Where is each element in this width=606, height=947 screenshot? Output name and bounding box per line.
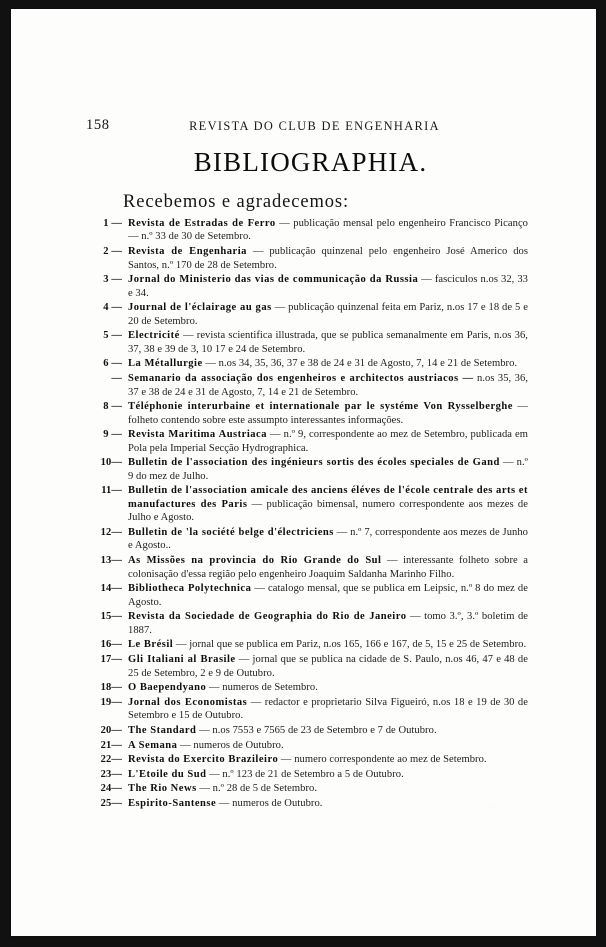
entry-body	[128, 429, 528, 453]
entry-description: — publicação mensal pelo engenheiro Francisco Picanço — n.º 33 de 30 de Setembro.	[128, 218, 528, 243]
bibliography-entry	[86, 456, 528, 483]
entry-title: Semanario da associação dos engenheiros e architectos austriacos —	[128, 373, 474, 385]
entry-number: 18—	[100, 682, 122, 694]
entry-body	[128, 457, 528, 481]
bibliography-entry	[86, 217, 528, 244]
entry-number: 4 —	[103, 302, 122, 314]
entry-body	[128, 246, 528, 270]
entry-number: 2 —	[103, 246, 122, 258]
entry-number: 6 —	[103, 358, 122, 370]
entry-body	[128, 682, 318, 693]
entry-description: — publicação quinzenal pelo engenheiro José Americo dos Santos, n.º 170 de 28 de Setembro.	[128, 246, 528, 271]
entry-description: — jornal que se publica na cidade de S. Paulo, n.os 46, 47 e 48 de 25 de Setembro, 2 e 9 de Outubro.	[128, 654, 528, 679]
entry-body	[128, 373, 528, 397]
bibliography-entry	[86, 724, 528, 737]
entry-body	[128, 639, 526, 650]
bibliography-list	[86, 217, 528, 812]
entry-description: — numeros de Outubro.	[216, 798, 323, 810]
entry-title: La Métallurgie	[128, 358, 203, 370]
entry-title: L'Etoile du Sud	[128, 768, 207, 780]
bibliography-entry	[86, 245, 528, 272]
entry-body	[128, 725, 437, 736]
entry-description: — n.º 9 do mez de Julho.	[128, 457, 528, 482]
entry-title: Bulletin de l'association amicale des anciens éléves de l'école centrale des arts et manufactures des Paris	[128, 485, 528, 510]
entry-body	[128, 485, 528, 523]
entry-number: 20—	[100, 724, 122, 736]
entry-title: Jornal dos Economistas	[128, 696, 248, 708]
entry-description: — n.os 7553 e 7565 de 23 de Setembro e 7 de Outubro.	[196, 724, 437, 736]
bibliography-entry	[86, 273, 528, 300]
entry-description: — n.º 28 de 5 de Setembro.	[196, 783, 318, 795]
entry-body	[128, 218, 528, 242]
bibliography-entry	[86, 653, 528, 680]
entry-description: — redactor e proprietario Silva Figueiró, n.os 18 e 19 de 30 de Setembro e 15 de Outubro.	[128, 696, 528, 722]
entry-description: — interessante folheto sobre a colonisação d'essa região pelo engenheiro Joaquim Saldanha Marinho Filho.	[128, 555, 528, 580]
entry-description: — jornal que se publica em Pariz, n.os 165, 166 e 167, de 5, 15 e 25 de Setembro.	[173, 639, 527, 651]
bibliography-entry	[86, 797, 528, 810]
entry-title: Téléphonie interurbaine et internationale par le systéme Von Rysselberghe	[128, 401, 513, 413]
entry-body	[128, 527, 528, 551]
entry-title: Gli Italiani al Brasile	[128, 654, 236, 666]
entry-title: As Missões na provincia do Rio Grande do Sul	[128, 555, 382, 567]
entry-body	[128, 798, 322, 809]
entry-body	[128, 740, 284, 751]
entry-title: Bulletin de l'association des ingénieurs sortis des écoles speciales de Gand	[128, 457, 500, 469]
journal-running-title: REVISTA DO CLUB DE ENGENHARIA	[189, 119, 440, 133]
bibliography-entry	[86, 400, 528, 427]
entry-title: Revista da Sociedade de Geographia do Rio de Janeiro	[128, 611, 407, 623]
bibliography-entry	[86, 768, 528, 781]
bibliography-entry	[86, 372, 528, 399]
entry-body	[128, 769, 404, 780]
entry-number: 11—	[101, 485, 122, 497]
entry-title: Bulletin de 'la société belge d'électriciens	[128, 527, 334, 539]
entry-body	[128, 555, 528, 579]
entry-title: Revista de Engenharia	[128, 246, 247, 258]
entry-number: 15—	[100, 611, 122, 623]
entry-title: Journal de l'éclairage au gas	[128, 302, 272, 314]
entry-title: Revista de Estradas de Ferro	[128, 218, 276, 229]
entry-title: Revista do Exercito Brazileiro	[128, 754, 279, 766]
entry-description: — numeros de Setembro.	[206, 682, 318, 694]
bibliography-entry	[86, 526, 528, 553]
entry-title: Revista Maritima Austriaca	[128, 429, 268, 441]
bibliography-entry	[86, 610, 528, 637]
intro-text: Recebemos e agradecemos:	[123, 192, 350, 212]
entry-description: — n.º 9, correspondente ao mez de Setembro, publicada em Pola pela Imperial Secção Hydrographica.	[128, 429, 528, 454]
entry-description: — tomo 3.º, 3.º boletim de 1887.	[128, 611, 529, 636]
entry-number: 13—	[100, 555, 122, 567]
bibliography-entry	[86, 638, 528, 651]
entry-number: 25—	[100, 798, 122, 810]
entry-body	[128, 611, 528, 635]
bibliography-entry	[86, 428, 528, 455]
entry-title: Le Brésil	[128, 639, 174, 651]
entry-description: — numeros de Outubro.	[177, 739, 284, 751]
entry-description: — fasciculos n.os 32, 33 e 34.	[128, 274, 529, 299]
entry-number: 3 —	[103, 274, 122, 286]
bibliography-entry	[86, 582, 528, 609]
bibliography-entry	[86, 554, 528, 581]
bibliography-entry	[86, 739, 528, 752]
entry-number: 24—	[100, 783, 122, 795]
entry-description: n.os 35, 36, 37 e 38 de 24 e 31 de Agosto, 7, 14 e 21 de Setembro.	[128, 373, 529, 398]
bibliography-entry	[86, 484, 528, 524]
entry-body	[128, 783, 317, 794]
entry-description: — folheto contendo sobre este assumpto interessantes informações.	[128, 401, 528, 426]
entry-title: The Standard	[128, 724, 197, 736]
entry-description: — publicação bimensal, numero correspondente aos mezes de Julho e Agosto.	[128, 498, 528, 524]
entry-title: Jornal do Ministerio das vias de communicação da Russia	[128, 274, 419, 286]
entry-body	[128, 754, 487, 765]
entry-number: 5 —	[103, 330, 122, 342]
bibliography-entry	[86, 696, 528, 723]
entry-number: 1 —	[103, 218, 122, 229]
bibliography-entry	[86, 329, 528, 356]
bibliography-entry	[86, 782, 528, 795]
section-heading: BIBLIOGRAPHIA.	[193, 147, 428, 177]
bibliography-entry	[86, 681, 528, 694]
entry-title: O Baependyano	[128, 682, 207, 694]
entry-description: — n.os 34, 35, 36, 37 e 38 de 24 e 31 de Agosto, 7, 14 e 21 de Setembro.	[202, 358, 518, 370]
entry-title: Espirito-Santense	[128, 798, 217, 810]
entry-body	[128, 583, 528, 607]
page-header	[11, 117, 596, 137]
entry-title: The Rio News	[128, 783, 197, 795]
entry-number: 19—	[100, 696, 122, 708]
entry-description: — revista scientifica illustrada, que se publica semanalmente em Paris, n.os 36, 37, 38 e 39 de 3, 10 17 e 24 de Setembro.	[128, 330, 528, 355]
entry-description: — catalogo mensal, que se publica em Leipsic, n.º 8 do mez de Agosto.	[128, 583, 528, 608]
entry-number: 22—	[100, 754, 122, 766]
entry-body	[128, 697, 528, 721]
entry-body	[128, 401, 528, 425]
entry-body	[128, 274, 528, 298]
entry-title: Electricité	[128, 330, 180, 342]
entry-number: 14—	[100, 583, 122, 595]
entry-number: 21—	[100, 739, 122, 751]
bibliography-entry	[86, 753, 528, 766]
entry-description: — n.º 123 de 21 de Setembro a 5 de Outubro.	[206, 768, 404, 780]
entry-number: 10—	[100, 457, 122, 469]
entry-number: 17—	[100, 654, 122, 666]
entry-body	[128, 302, 528, 326]
entry-body	[128, 330, 528, 354]
entry-number: —	[111, 373, 122, 385]
entry-number: 12—	[100, 527, 122, 539]
entry-number: 23—	[100, 768, 122, 780]
entry-description: — publicação quinzenal feita em Pariz, n.os 17 e 18 de 5 e 20 de Setembro.	[128, 302, 528, 327]
entry-title: A Semana	[128, 739, 178, 751]
bibliography-entry	[86, 301, 528, 328]
entry-number: 16—	[100, 639, 122, 651]
scanned-page	[11, 9, 596, 936]
bibliography-entry	[86, 357, 528, 370]
page-number: 158	[86, 117, 110, 133]
entry-number: 9 —	[103, 429, 122, 441]
entry-number: 8 —	[103, 401, 122, 413]
entry-body	[128, 358, 517, 369]
entry-title: Bibliotheca Polytechnica	[128, 583, 252, 595]
entry-body	[128, 654, 528, 678]
entry-description: — n.º 7, correspondente aos mezes de Junho e Agosto..	[128, 527, 528, 552]
entry-description: — numero correspondente ao mez de Setembro.	[278, 754, 487, 766]
